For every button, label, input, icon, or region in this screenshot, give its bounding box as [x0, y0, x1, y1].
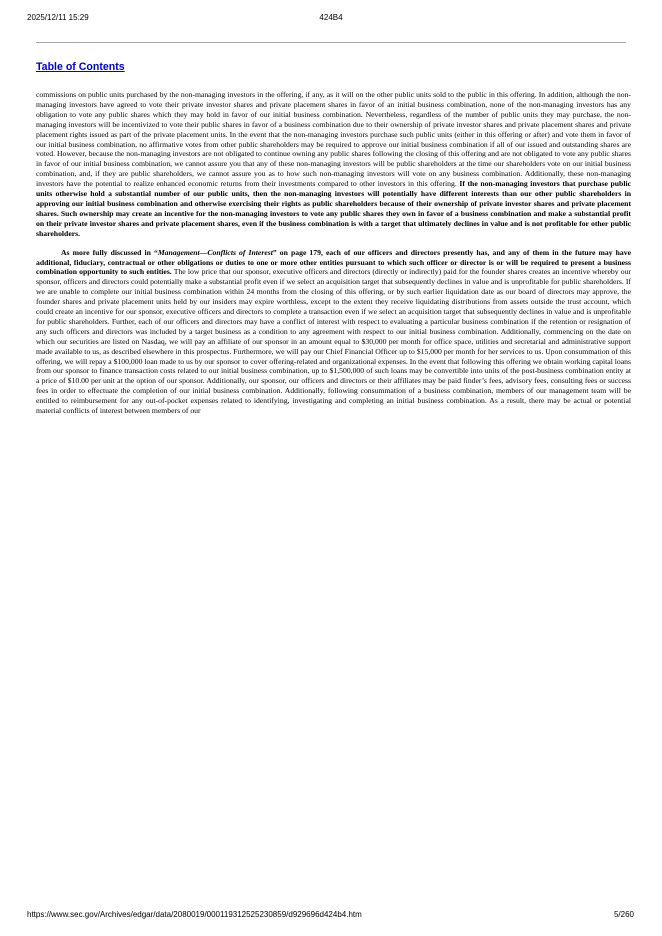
table-of-contents-link[interactable]: Table of Contents [36, 61, 125, 73]
paragraph-non-managing-investors [36, 90, 631, 239]
print-url: https://www.sec.gov/Archives/edgar/data/2080019/000119312525230859/d929696d424b4.htm [27, 910, 362, 919]
print-page-number: 5/260 [613, 910, 634, 919]
section-reference: Management—Conflicts of Interest [157, 247, 273, 257]
paragraph-conflicts-of-interest [36, 248, 631, 416]
paragraph-bold-text: If the non-managing investors that purchase public units otherwise hold a substantial number of our public units, then the non-managing investors will potentially have different interests than our other public shareholders in approving our initial business combination and otherwise exercising their rights as public shareholders because of their ownership of private investor shares and private placement shares. Such ownership may create an incentive for the non-managing investors to vote any public shares they own in favor of a business combination and make a substantial profit on their private investor shares and private placement shares, even if the business combination is with a target that ultimately declines in value and is not profitable for other public shareholders. [36, 179, 631, 238]
paragraph-bold-text: ” on page 179, each of our officers and directors presently has, and any of them in the future may have additional, fiduciary, contractual or other obligations or duties to one or more other entities pursuant to which such officer or director is or will be required to present a business combination opportunity to such entities. [36, 247, 631, 277]
print-datetime: 2025/12/11 15:29 [27, 13, 89, 22]
document-body [36, 90, 631, 416]
paragraph-text: The low price that our sponsor, executive officers and directors (directly or indirectly) paid for the founder shares creates an incentive whereby our sponsor, officers and directors could potentially make a substantial profit even if we select an acquisition target that subsequently declines in value and is unprofitable for public shareholders. If we are unable to complete our initial business combination within 24 months from the closing of this offering, or by such earlier liquidation date as our board of directors may approve, the founder shares and private placement units held by our insiders may expire worthless, except to the extent they receive liquidating distributions from assets outside the trust account, which could create an incentive for our sponsor, executive officers and directors to complete a transaction even if we select an acquisition target that subsequently declines in value and is unprofitable for public shareholders. Further, each of our officers and directors may have a conflict of interest with respect to evaluating a particular business combination if the retention or resignation of any such officers and directors was included by a target business as a condition to any agreement with respect to our initial business combination. Additionally, commencing on the date on which our securities are listed on Nasdaq, we will pay an affiliate of our sponsor in an amount equal to $30,000 per month for office space, utilities and secretarial and administrative support made available to us, as described elsewhere in this prospectus. Furthermore, we will pay our Chief Financial Officer up to $15,000 per month for her services to us. Upon consummation of this offering, we will repay a $100,000 loan made to us by our sponsor to cover offering-related and organizational expenses. In the event that following this offering we obtain working capital loans from our sponsor to finance transaction costs related to our initial business combination, up to $1,500,000 of such loans may be convertible into units of the post-business combination entity at a price of $10.00 per unit at the option of our sponsor. Additionally, our sponsor, our officers and directors or their affiliates may be paid finder’s fees, advisory fees, consulting fees or success fees in order to effectuate the completion of our initial business combination. Additionally, following consummation of a business combination, members of our management team will be entitled to reimbursement for any out-of-pocket expenses related to identifying, investigating and completing an initial business combination. As a result, there may be actual or potential material conflicts of interest between members of our [36, 267, 631, 416]
print-footer [0, 910, 662, 922]
print-header [0, 13, 662, 25]
paragraph-bold-text: As more fully discussed in “ [61, 247, 158, 257]
paragraph-text: commissions on public units purchased by the non-managing investors in the offering, if any, as it will on the other public units sold to the public in this offering. In addition, although the non-managing investors have agreed to vote their private investor shares and private placement shares in favor of an initial business combination, none of the non-managing investors has any obligation to vote any public shares which they may hold in favor of our initial business combination. Nevertheless, regardless of the number of public units they may purchase, the non-managing investors will be incentivized to vote their public shares in favor of a business combination due to their ownership of private investor shares and private placement shares and private placement rights issued as part of the private placement units. In the event that the non-managing investors purchase such public units (either in this offering or after) and vote them in favor of our initial business combination, no affirmative votes from other public shareholders may be required to approve our initial business combination if all of our issued and outstanding shares are voted. However, because the non-managing investors are not obligated to continue owning any public shares following the closing of this offering and are not obligated to vote any public shares in favor of our initial business combination, we cannot assure you that any of these non-managing investors will be public shareholders at the time our shareholders vote on our initial business combination, and, if they are public shareholders, we cannot assure you as to how such non-managing investors will vote on any business combination. Additionally, these non-managing investors have the potential to realize enhanced economic returns from their investments compared to other investors in this offering. [36, 90, 631, 189]
header-divider [36, 42, 626, 43]
print-doc-type: 424B4 [319, 13, 343, 22]
